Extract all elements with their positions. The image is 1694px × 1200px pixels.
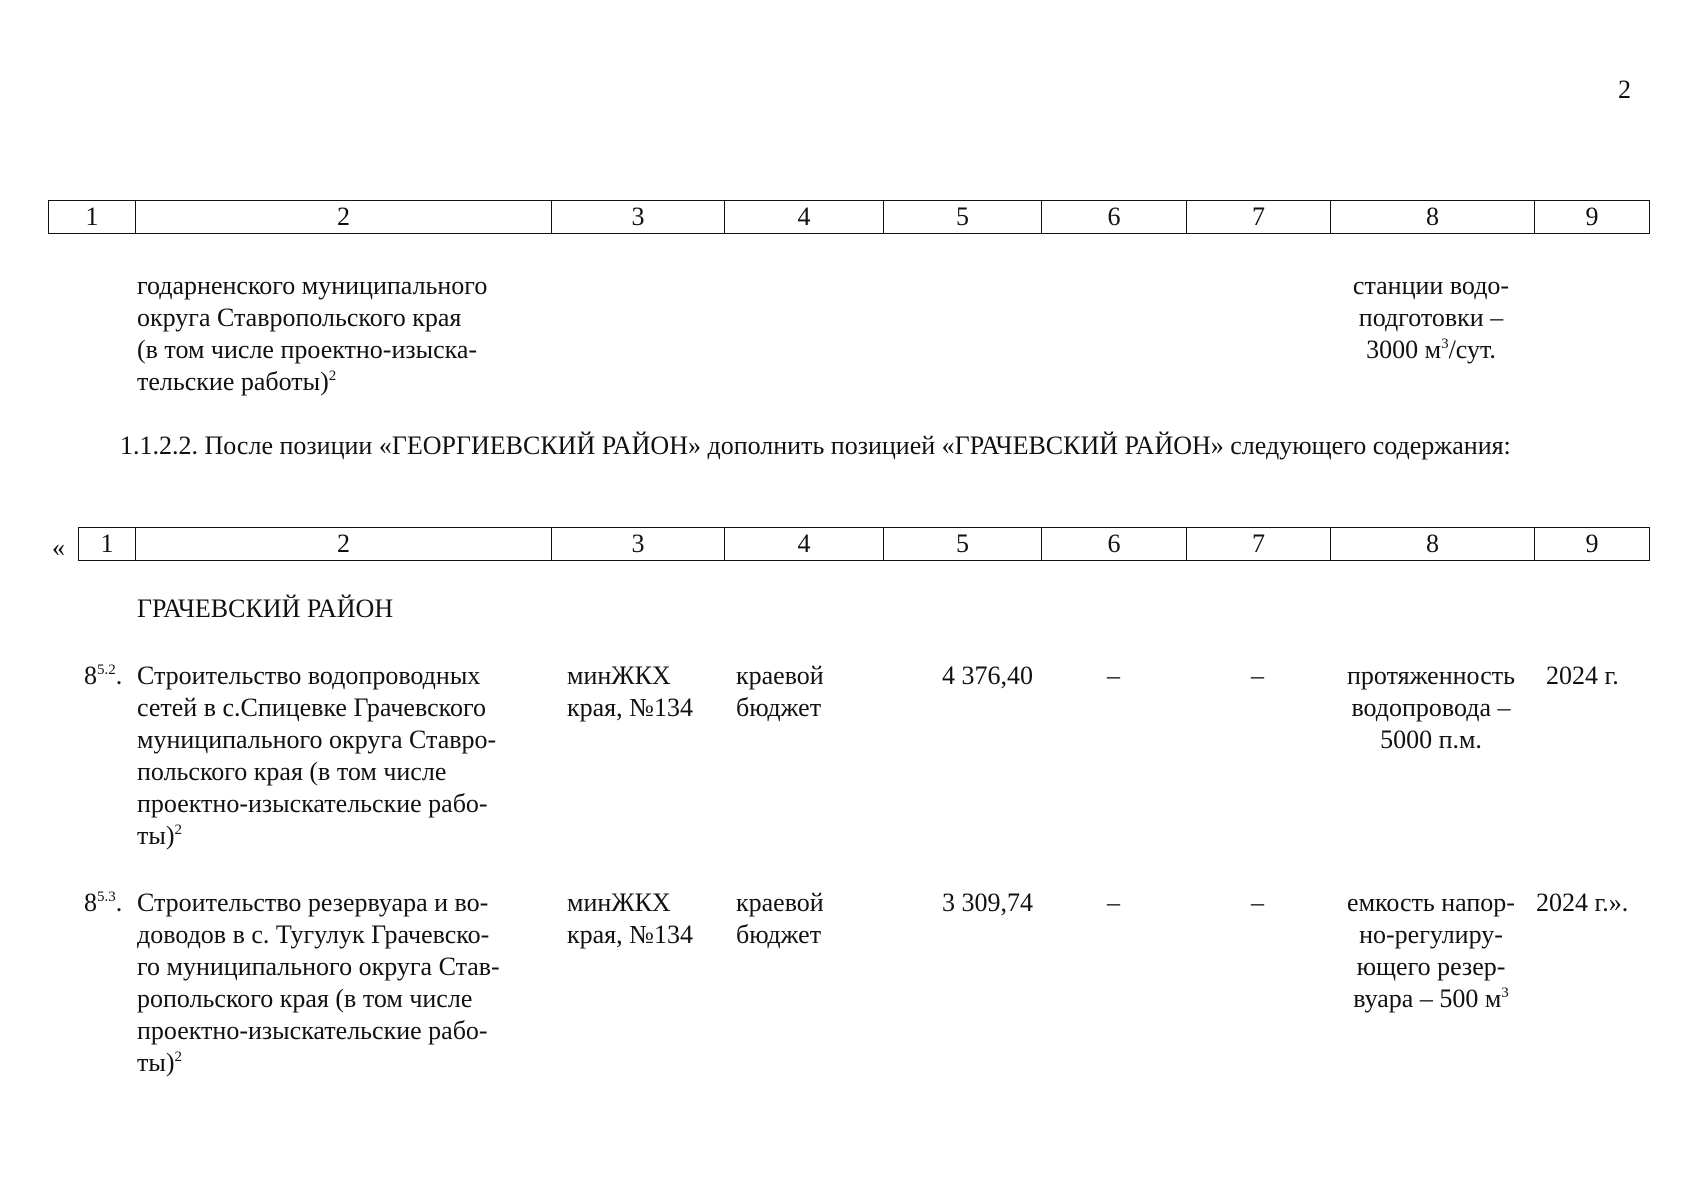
text-line: ропольского края (в том числе [137,984,473,1013]
column-number: 6 [1042,528,1187,561]
column-number: 4 [725,528,884,561]
opening-quote: « [52,533,65,562]
text-line: протяженность [1347,661,1515,690]
continuation-name [137,270,542,398]
text-line: краевой [736,888,824,917]
row-result [1329,660,1533,756]
text-line: польского края (в том числе [137,757,447,786]
text-line: станции водо- [1352,271,1510,300]
text-line: Строительство водопроводных [137,661,481,690]
column-number: 8 [1331,528,1535,561]
text-line: Строительство резервуара и во- [137,888,489,917]
column-header-table-top [48,200,1650,234]
text-line: тельские работы)$^2$ [137,367,337,396]
text-line: 5000 п.м. [1380,725,1482,754]
text-line: го муниципального округа Став- [137,952,500,981]
text-line: ты)$^2$ [137,1048,182,1077]
column-number: 9 [1535,201,1650,234]
footnote-mark: 2 [174,822,182,838]
footnote-mark: 2 [174,1049,182,1065]
row-number: $8^{5.2}$. [84,661,123,690]
row-funding-source [736,660,824,724]
text-line: годарненского муниципального [137,271,488,300]
column-number: 1 [79,528,136,561]
text-line: вуара – 500 $м^3$ [1353,984,1509,1013]
text-line: округа Ставропольского края [137,303,462,332]
page-number: 2 [1618,75,1631,104]
column-number: 3 [552,528,725,561]
text-line: края, №134 [567,920,693,949]
text-line: минЖКХ [567,888,671,917]
column-number: 4 [725,201,884,234]
text-line: проектно-изыскательские рабо- [137,1016,488,1045]
text-line: (в том числе проектно-изыска- [137,335,478,364]
row-name [137,887,542,1079]
footnote-mark: 2 [328,368,337,384]
text-line: водопровода – [1351,693,1511,722]
row-col7: – [1251,888,1264,917]
column-number: 1 [49,201,136,234]
text-line: доводов в с. Тугулук Грачевско- [137,920,490,949]
column-number: 2 [136,528,552,561]
row-col6: – [1107,661,1120,690]
row-col6: – [1107,888,1120,917]
row-result [1329,887,1533,1015]
column-number: 2 [136,201,552,234]
district-heading: ГРАЧЕВСКИЙ РАЙОН [137,594,394,623]
text-line: проектно-изыскательские рабо- [137,789,488,818]
text-line: ты)$^2$ [137,821,182,850]
column-number: 5 [884,201,1042,234]
text-line: сетей в с.Спицевке Грачевского [137,693,486,722]
text-line: муниципального округа Ставро- [137,725,497,754]
text-line: 3000 $м^3$/сут. [1366,335,1496,364]
row-amount: 3 309,74 [942,888,1033,917]
column-number: 8 [1331,201,1535,234]
row-year: 2024 г. [1546,661,1619,690]
text-line: минЖКХ [567,661,671,690]
text-line: бюджет [736,920,822,949]
column-number: 7 [1187,201,1331,234]
column-number: 3 [552,201,725,234]
column-number: 5 [884,528,1042,561]
row-amount: 4 376,40 [942,661,1033,690]
row-name [137,660,542,852]
text-line: краевой [736,661,824,690]
row-executor [567,887,693,951]
text-line: края, №134 [567,693,693,722]
text-line: емкость напор- [1347,888,1515,917]
row-executor [567,660,693,724]
column-number: 7 [1187,528,1331,561]
row-col7: – [1251,661,1264,690]
column-number: 9 [1535,528,1650,561]
text-line: бюджет [736,693,822,722]
column-header-table-bottom [78,527,1650,561]
continuation-result [1329,270,1533,366]
text-line: но-регулиру- [1359,920,1503,949]
row-funding-source [736,887,824,951]
instruction-paragraph: 1.1.2.2. После позиции «ГЕОРГИЕВСКИЙ РАЙОН» дополнить позицией «ГРАЧЕВСКИЙ РАЙОН» следующего содержания: [120,431,1511,460]
column-number: 6 [1042,201,1187,234]
text-line: подготовки – [1358,303,1504,332]
text-line: ющего резер- [1356,952,1506,981]
row-year: 2024 г.». [1536,888,1629,917]
row-number: $8^{5.3}$. [84,888,123,917]
